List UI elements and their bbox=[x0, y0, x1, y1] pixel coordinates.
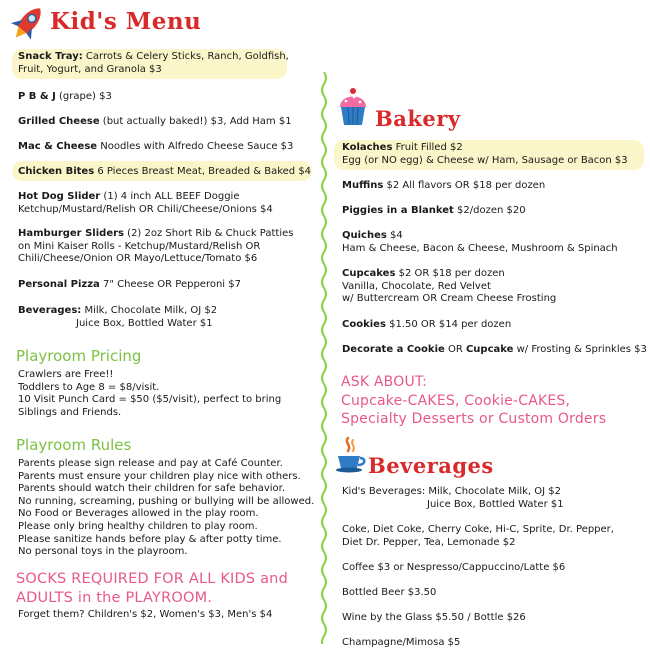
socks-notice: SOCKS REQUIRED FOR ALL KIDS and ADULTS in the PLAYROOM. bbox=[16, 571, 288, 606]
beverage-coffee: Coffee $3 or Nespresso/Cappuccino/Latte $6 bbox=[342, 562, 566, 573]
bakery-item-cupcakes: Cupcakes $2 OR $18 per dozen Vanilla, Chocolate, Red Velvet w/ Buttercream OR Cream Cheese Frosting bbox=[342, 268, 557, 305]
beverage-kids: Kid's Beverages: Milk, Chocolate Milk, OJ $2 Juice Box, Bottled Water $1 bbox=[342, 486, 564, 510]
coffee-cup-icon bbox=[334, 436, 366, 476]
socks-prices: Forget them? Children's $2, Women's $3, Men's $4 bbox=[18, 609, 273, 620]
playroom-rules-title: Playroom Rules bbox=[16, 436, 132, 454]
beverage-sodas: Coke, Diet Coke, Cherry Coke, Hi-C, Sprite, Dr. Pepper, Diet Dr. Pepper, Tea, Lemonade $2 bbox=[342, 524, 614, 548]
kids-menu-title: Kid's Menu bbox=[50, 8, 202, 35]
bakery-item-piggies: Piggies in a Blanket $2/dozen $20 bbox=[342, 205, 526, 216]
playroom-pricing-text: Crawlers are Free!! Toddlers to Age 8 = $8/visit. 10 Visit Punch Card = $50 ($5/visit), perfect to bring Siblings and Friends. bbox=[18, 369, 282, 418]
menu-item-mac-cheese: Mac & Cheese Noodles with Alfredo Cheese Sauce $3 bbox=[18, 141, 294, 152]
ask-about-notice: ASK ABOUT: Cupcake-CAKES, Cookie-CAKES, Specialty Desserts or Custom Orders bbox=[341, 374, 607, 427]
beverage-wine: Wine by the Glass $5.50 / Bottle $26 bbox=[342, 612, 526, 623]
menu-item-pbj: P B & J (grape) $3 bbox=[18, 91, 112, 102]
beverage-champagne: Champagne/Mimosa $5 bbox=[342, 637, 461, 648]
cupcake-icon bbox=[336, 85, 370, 127]
menu-item-chicken-bites: Chicken Bites 6 Pieces Breast Meat, Breaded & Baked $4 bbox=[18, 166, 312, 177]
playroom-pricing-title: Playroom Pricing bbox=[16, 347, 142, 365]
bakery-title: Bakery bbox=[375, 106, 461, 131]
beverage-beer: Bottled Beer $3.50 bbox=[342, 587, 437, 598]
playroom-rules-text: Parents please sign release and pay at Café Counter. Parents must ensure your children play nice with others. Parents should watch their children for safe behavior. No running, screaming, pushing or bullying will be allowed. No Food or Beverages allowed in the play room. Please only bring healthy children to play room. Please sanitize hands before play & after potty time. No personal toys in the playroom. bbox=[18, 458, 315, 558]
bakery-item-kolaches: Kolaches Fruit Filled $2 Egg (or NO egg) & Cheese w/ Ham, Sausage or Bacon $3 bbox=[342, 142, 628, 166]
menu-item-beverages: Beverages: Milk, Chocolate Milk, OJ $2 Juice Box, Bottled Water $1 bbox=[18, 305, 218, 329]
rocket-icon bbox=[6, 2, 50, 44]
menu-item-snack-tray: Snack Tray: Carrots & Celery Sticks, Ranch, Goldfish, Fruit, Yogurt, and Granola $3 bbox=[18, 51, 289, 75]
column-divider bbox=[320, 72, 328, 644]
bakery-item-decorate: Decorate a Cookie OR Cupcake w/ Frosting & Sprinkles $3 bbox=[342, 344, 647, 355]
menu-item-hot-dog: Hot Dog Slider (1) 4 inch ALL BEEF Doggie Ketchup/Mustard/Relish OR Chili/Cheese/Onions $4 bbox=[18, 191, 273, 215]
menu-item-personal-pizza: Personal Pizza 7" Cheese OR Pepperoni $7 bbox=[18, 279, 241, 290]
beverages-title: Beverages bbox=[368, 453, 494, 478]
bakery-item-muffins: Muffins $2 All flavors OR $18 per dozen bbox=[342, 180, 546, 191]
bakery-item-cookies: Cookies $1.50 OR $14 per dozen bbox=[342, 319, 512, 330]
bakery-item-quiches: Quiches $4 Ham & Cheese, Bacon & Cheese, Mushroom & Spinach bbox=[342, 230, 618, 254]
menu-item-grilled-cheese: Grilled Cheese (but actually baked!) $3, Add Ham $1 bbox=[18, 116, 292, 127]
menu-item-hamburger-sliders: Hamburger Sliders (2) 2oz Short Rib & Chuck Patties on Mini Kaiser Rolls - Ketchup/Mustard/Relish OR Chili/Cheese/Onion OR Mayo/Lettuce/Tomato $6 bbox=[18, 228, 294, 265]
